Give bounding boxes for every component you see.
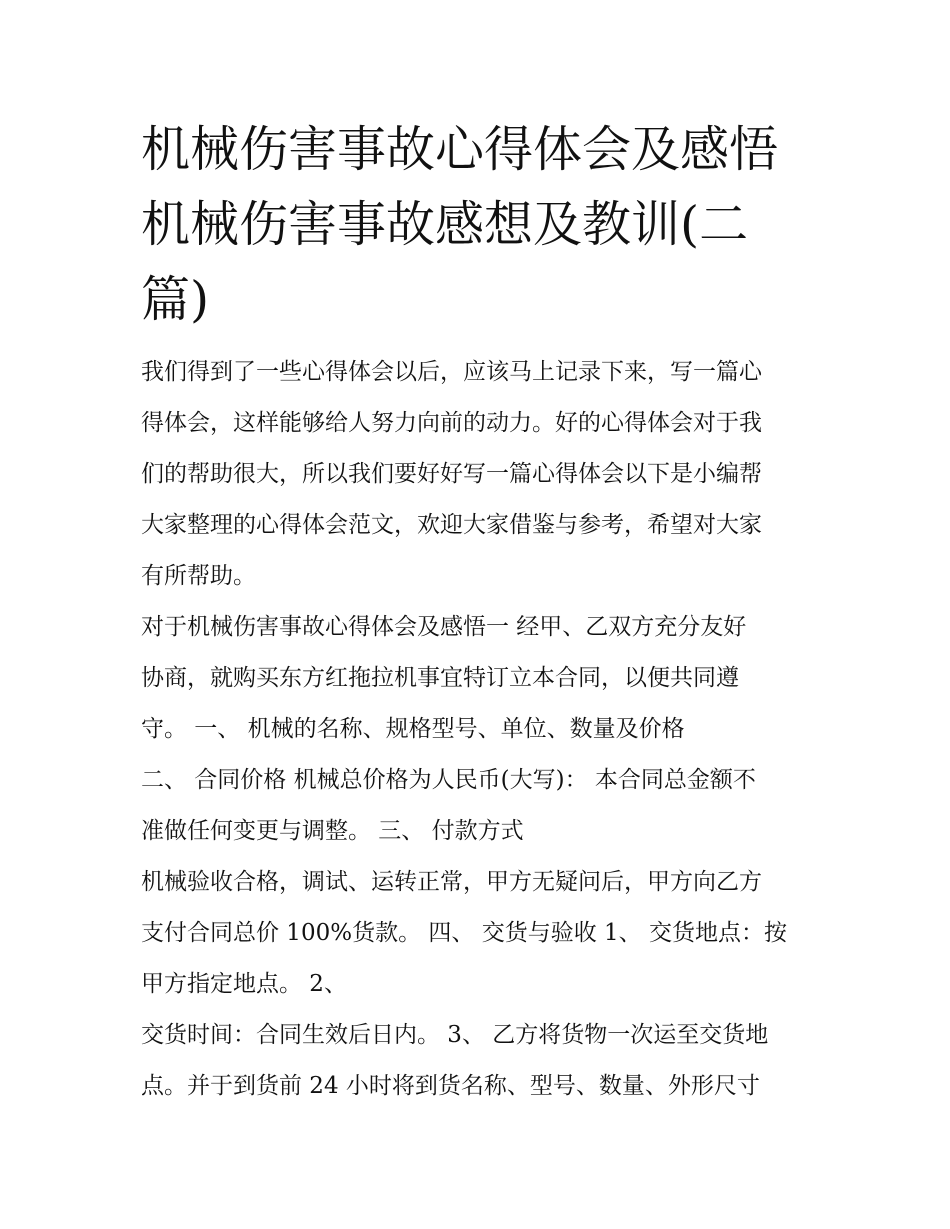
text-line: 协商，就购买东方红拖拉机事宜特订立本合同，以便共同遵 <box>141 665 739 691</box>
document-page <box>141 112 821 1112</box>
text-line: 守。 一、 机械的名称、规格型号、单位、数量及价格 <box>141 716 685 742</box>
paragraph-delivery <box>141 1010 821 1112</box>
document-body <box>141 347 821 1112</box>
text-line: 有所帮助。 <box>141 563 256 589</box>
paragraph-payment <box>141 857 821 1010</box>
text-line: 支付合同总价 100%货款。 四、 交货与验收 1、 交货地点：按 <box>141 920 787 946</box>
paragraph-contract-price <box>141 755 821 857</box>
paragraph-contract-intro <box>141 602 821 755</box>
title-line: 机械伤害事故感想及教训(二 <box>141 196 749 253</box>
text-line: 甲方指定地点。 2、 <box>141 971 347 997</box>
text-line: 对于机械伤害事故心得体会及感悟一 经甲、乙双方充分友好 <box>141 614 747 640</box>
paragraph-intro <box>141 347 821 602</box>
text-line: 交货时间：合同生效后日内。 3、 乙方将货物一次运至交货地 <box>141 1022 769 1048</box>
text-line: 点。并于到货前 24 小时将到货名称、型号、数量、外形尺寸 <box>141 1073 760 1099</box>
text-line: 准做任何变更与调整。 三、 付款方式 <box>141 818 524 844</box>
document-title <box>141 112 821 337</box>
text-line: 机械验收合格，调试、运转正常，甲方无疑问后，甲方向乙方 <box>141 869 762 895</box>
text-line: 大家整理的心得体会范文，欢迎大家借鉴与参考，希望对大家 <box>141 512 762 538</box>
text-line: 们的帮助很大，所以我们要好好写一篇心得体会以下是小编帮 <box>141 461 762 487</box>
title-line: 篇) <box>141 271 210 328</box>
text-line: 得体会，这样能够给人努力向前的动力。好的心得体会对于我 <box>141 410 762 436</box>
text-line: 二、 合同价格 机械总价格为人民币(大写)： 本合同总金额不 <box>141 767 756 793</box>
text-line: 我们得到了一些心得体会以后，应该马上记录下来，写一篇心 <box>141 359 762 385</box>
title-line: 机械伤害事故心得体会及感悟 <box>141 121 779 178</box>
